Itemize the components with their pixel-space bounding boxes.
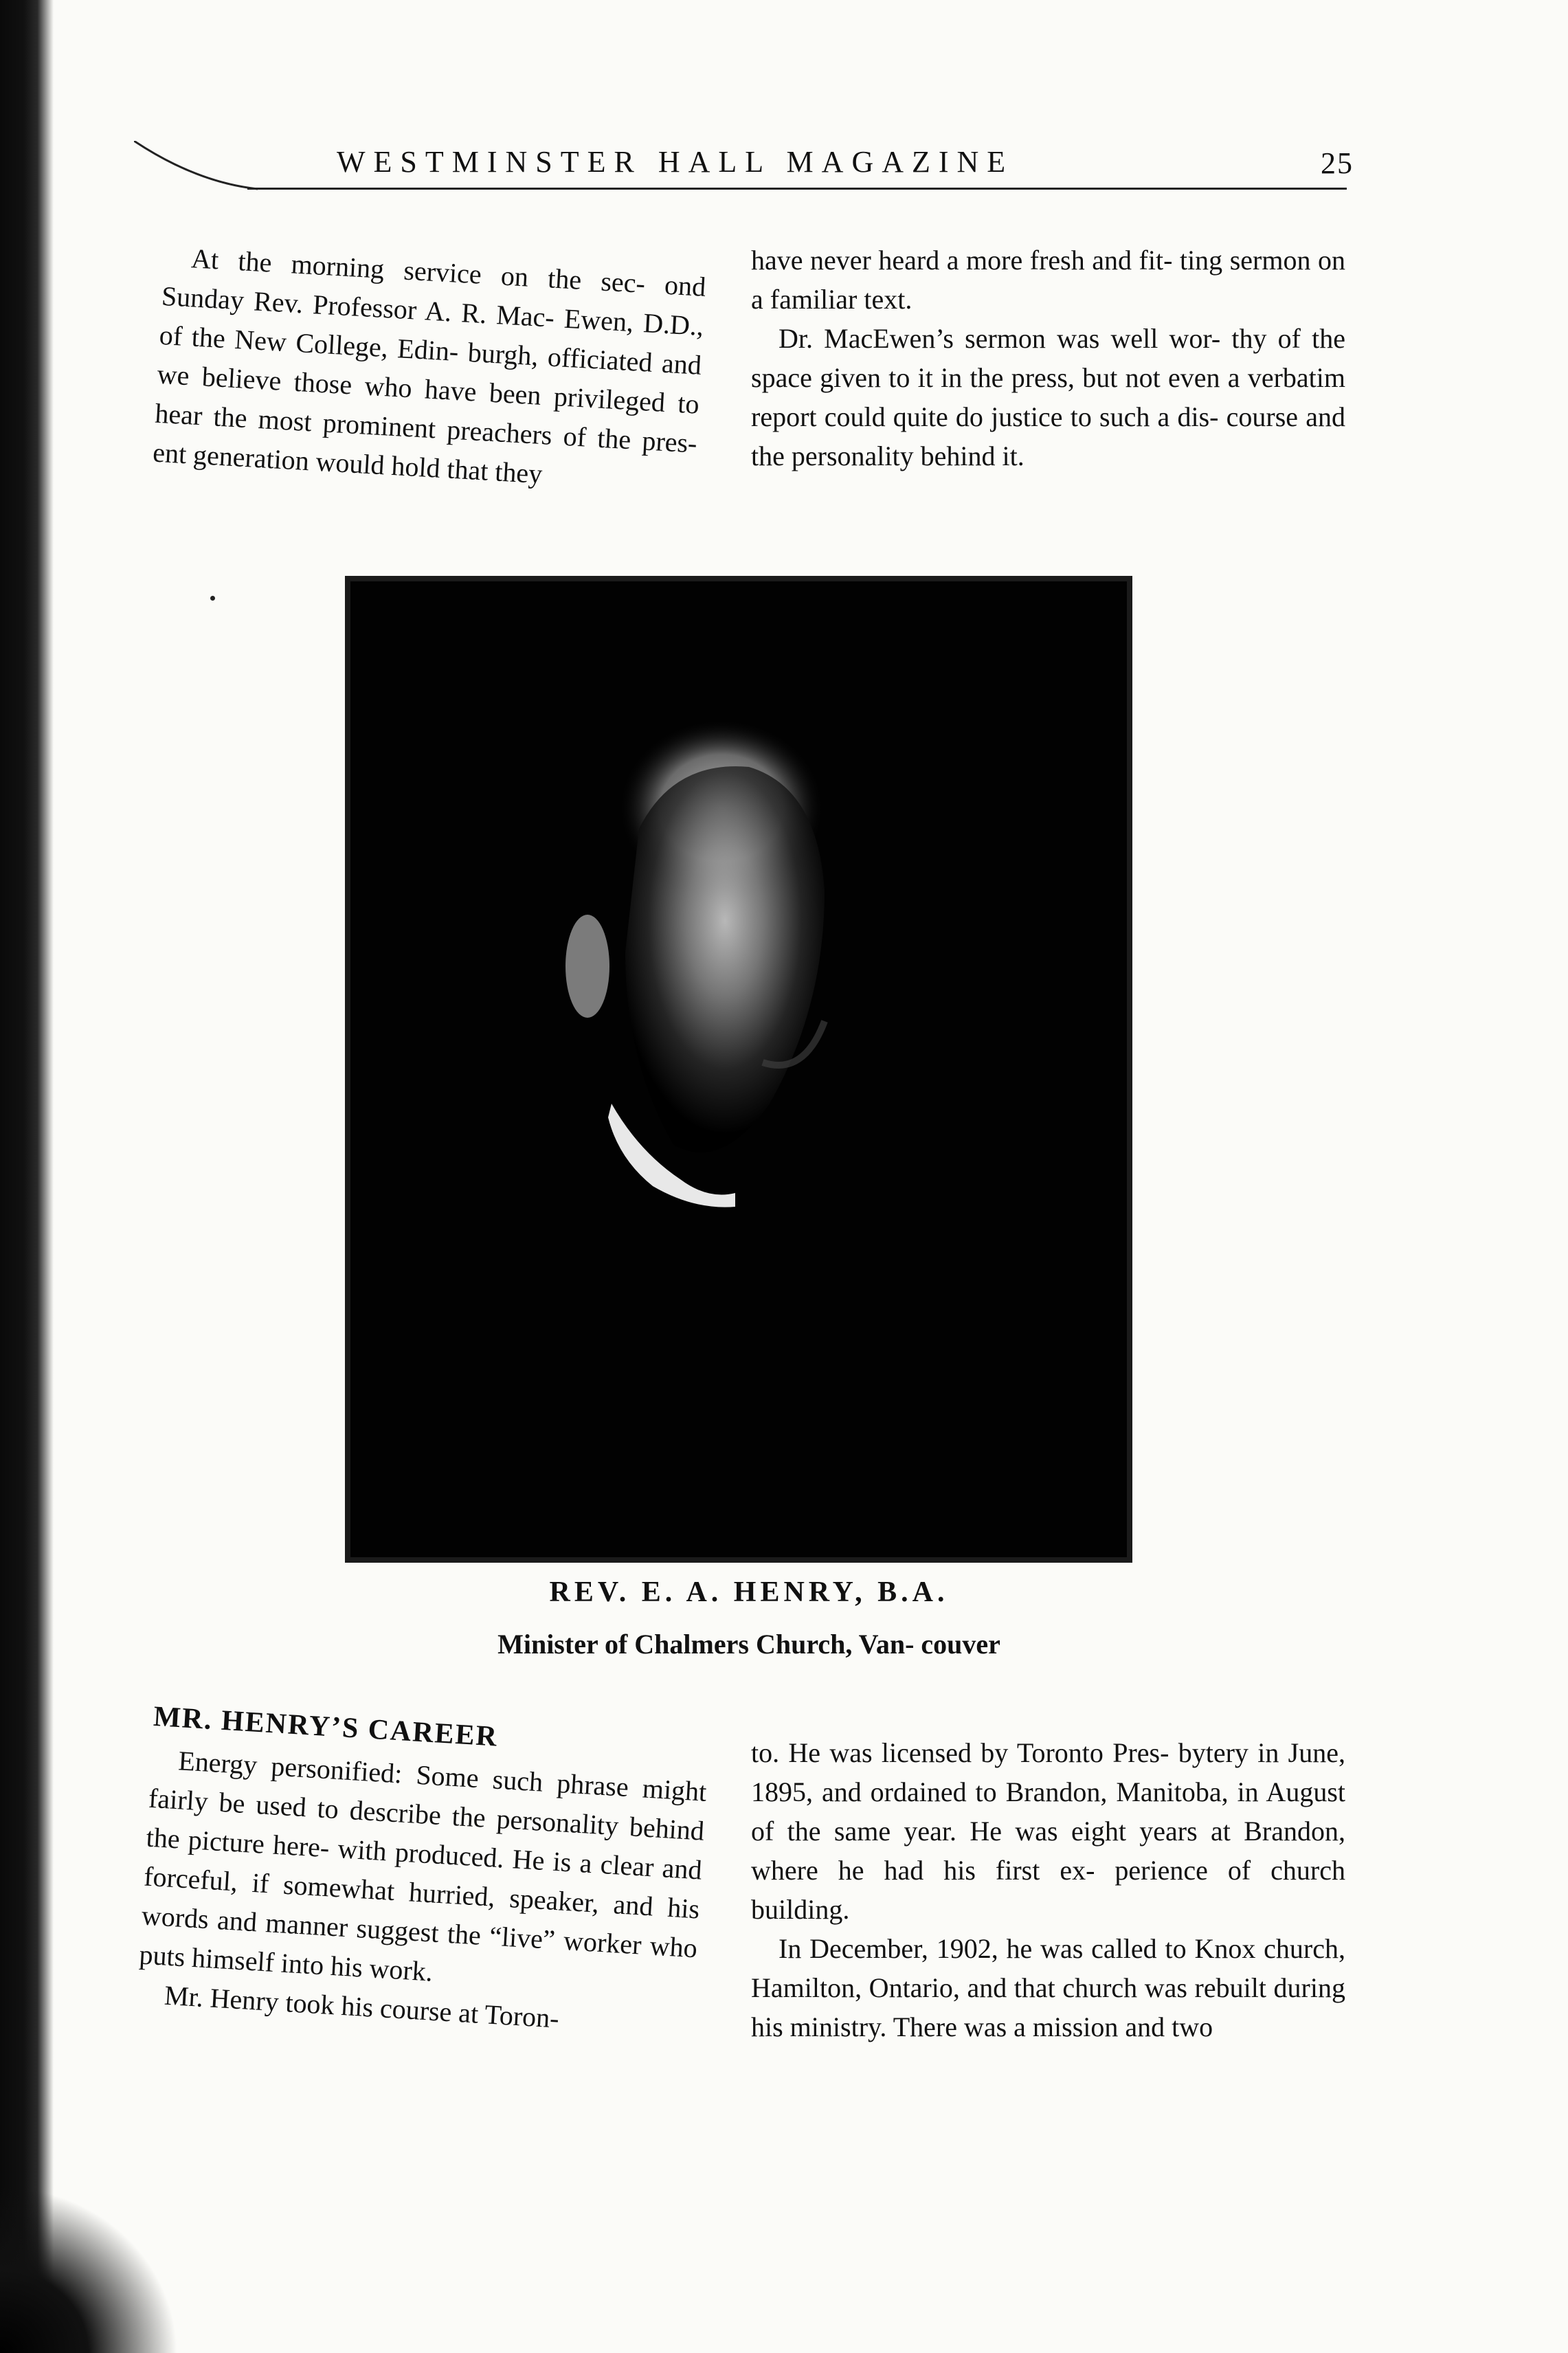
sermon-paragraph: At the morning service on the sec- ond Sunday Rev. Professor A. R. Mac- Ewen, D.D., of the New College, Edin- burgh, officiated and we believe those who have been privileged to hear the most prominent preachers of the pres- ent generation would hold that they	[152, 243, 707, 490]
article-paragraph: Energy personified: Some such phrase might fairly be used to describe the personality behind the picture here- with produced. He is a clear and forceful, if somewhat hurried, speaker, and his words and manner suggest the “live” worker who puts himself into his work.	[138, 1745, 708, 1987]
magazine-title: WESTMINSTER HALL MAGAZINE	[337, 145, 1014, 179]
article-paragraph: In December, 1902, he was called to Knox church, Hamilton, Ontario, and that church was rebuilt during his ministry. There was a mission and two	[751, 1933, 1345, 2042]
book-spine-shadow	[0, 0, 54, 2353]
photo-caption-name: REV. E. A. HENRY, B.A.	[549, 1576, 949, 1608]
article-left-column	[136, 1697, 710, 2046]
photo-caption-title: Minister of Chalmers Church, Van- couver	[497, 1629, 1000, 1660]
article-heading: MR. HENRY’S CAREER	[152, 1700, 500, 1753]
running-header	[337, 144, 1354, 186]
portrait-image	[350, 581, 1127, 1557]
article-paragraph: Mr. Henry took his course at Toron-	[164, 1979, 560, 2034]
sermon-review-paragraph: Dr. MacEwen’s sermon was well wor- thy of the space given to it in the press, but not even a verbatim report could quite do justice to such a dis- course and the personality behind it.	[751, 323, 1345, 471]
header-rule-curve	[134, 141, 258, 196]
article-right-column	[751, 1733, 1345, 2047]
header-rule	[247, 188, 1347, 190]
top-right-column	[751, 241, 1345, 476]
portrait-photo	[345, 576, 1132, 1563]
sermon-paragraph-continued: have never heard a more fresh and fit- ting sermon on a familiar text.	[751, 245, 1345, 315]
page-number: 25	[1321, 146, 1354, 180]
top-left-column	[152, 237, 707, 502]
article-paragraph: to. He was licensed by Toronto Pres- bytery in June, 1895, and ordained to Brandon, Manitoba, in August of the same year. He was eight years at Brandon, where he had his first ex- perience of church building.	[751, 1737, 1345, 1925]
page-corner-shadow	[0, 2185, 179, 2353]
print-speck	[210, 596, 215, 601]
